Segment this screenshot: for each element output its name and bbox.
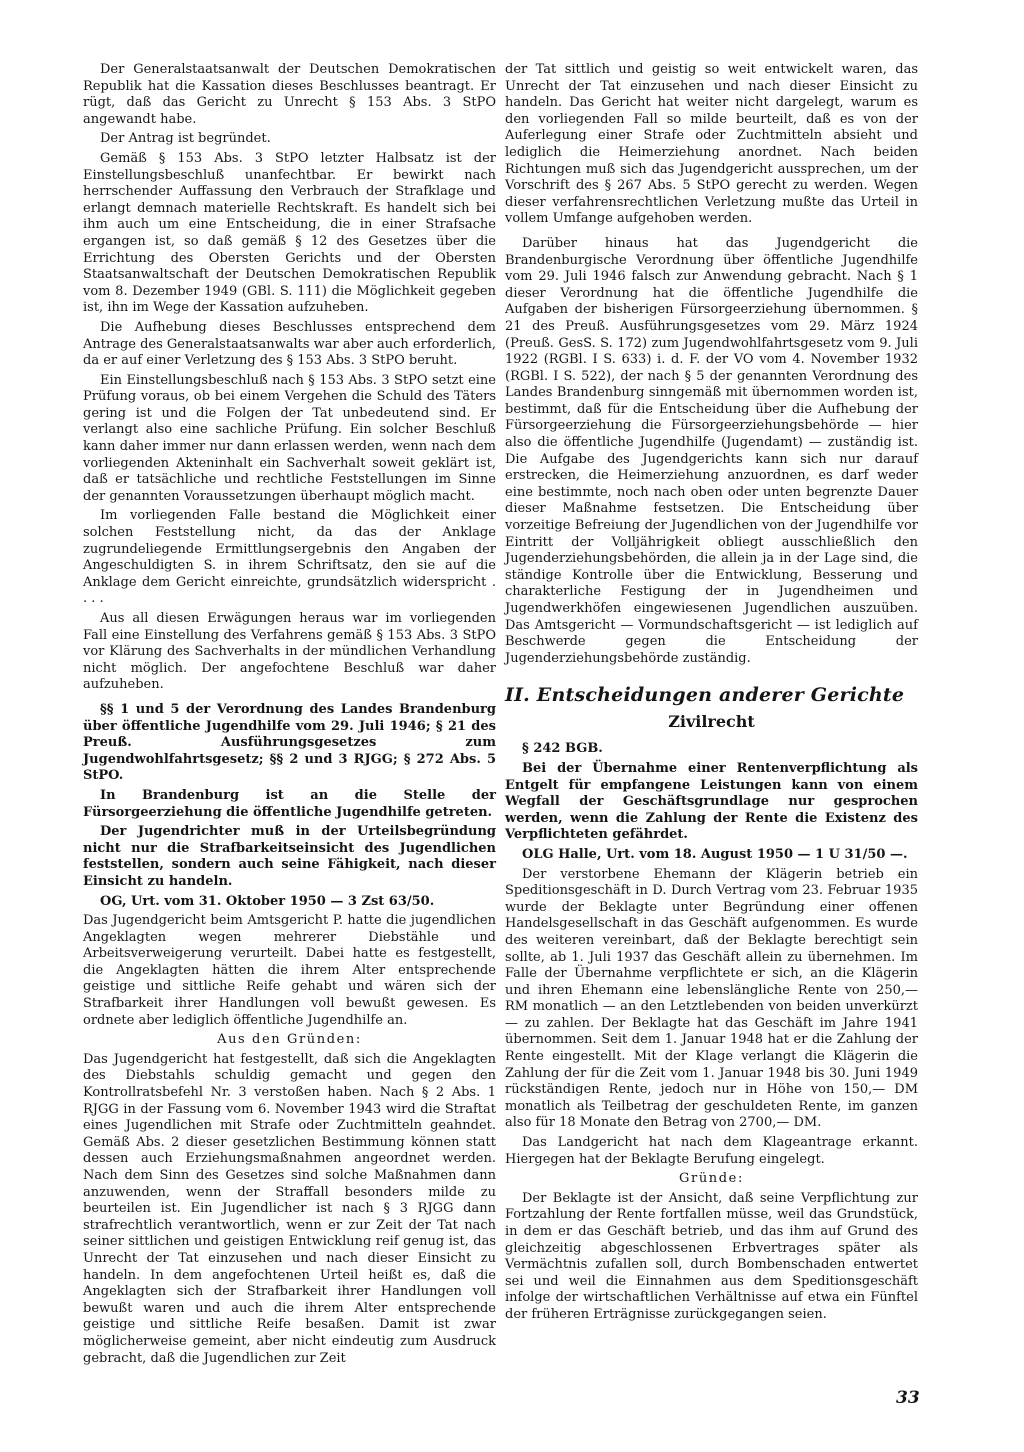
right-column [505,62,918,1327]
statute-reference: §§ 1 und 5 der Verordnung des Landes Brandenburg über öffentliche Jugendhilfe vom 29. Juli 1946; § 21 des Preuß. Ausführungsgesetzes zum Jugendwohlfahrtsgesetz; §§ 2 und 3 RJGG; § 272 Abs. 5 StPO. [83,701,496,784]
section-title: II. Entscheidungen anderer Gerichte [505,684,905,707]
paragraph: Darüber hinaus hat das Jugendgericht die Brandenburgische Verordnung über öffentliche Jugendhilfe vom 29. Juli 1946 falsch zur Anwendung gebracht. Nach § 1 dieser Verordnung hat die öffentliche Jugendhilfe die Aufgaben der bisherigen Fürsorgeerziehung übernommen. § 21 des Preuß. Ausführungsgesetzes vom 29. März 1924 (Preuß. GesS. S. 172) zum Jugendwohlfahrtsgesetz vom 9. Juli 1922 (RGBl. I S. 633) i. d. F. der VO vom 4. November 1932 (RGBl. I S. 522), der nach § 5 der genannten Verordnung des Landes Brandenburg sinngemäß mit übernommen worden ist, bestimmt, daß für die Entscheidung über die Aufhebung der Fürsorgeerziehung die Fürsorgeerziehungsbehörde — hier also die öffentliche Jugendhilfe (Jugendamt) — zuständig ist. Die Aufgabe des Jugendgerichts kann sich nur darauf erstrecken, die Heimerziehung anzuordnen, es darf weder eine bestimmte, noch nach oben oder unten begrenzte Dauer dieser Maßnahme festsetzen. Die Entscheidung über vorzeitige Befreiung der Jugendlichen von der Jugendhilfe vor Eintritt der Volljährigkeit obliegt ausschließlich den Jugenderziehungsbehörden, die allein ja in der Lage sind, die ständige Kontrolle über die Entwicklung, Besserung und charakterliche Festigung der in Jugendheimen und Jugendwerkhöfen eingewiesenen Jugendlichen auszuüben. Das Amtsgericht — Vormundschaftsgericht — ist lediglich auf Beschwerde gegen die Entscheidung der Jugenderziehungsbehörde zuständig. [505,235,918,666]
paragraph: Gemäß § 153 Abs. 3 StPO letzter Halbsatz ist der Einstellungsbeschluß unanfechtbar. Er bewirkt nach herrschender Auffassung den Verbrauch der Strafklage und erlangt demnach materielle Rechtskraft. Es handelt sich bei ihm auch um eine Entscheidung, die in einer Strafsache ergangen ist, so daß gemäß § 12 des Gesetzes über die Errichtung des Obersten Gerichts und der Obersten Staatsanwaltschaft der Deutschen Demokratischen Republik vom 8. Dezember 1949 (GBl. S. 111) die Möglichkeit gegeben ist, ihn im Wege der Kassation aufzuheben. [83,150,496,316]
headnote: In Brandenburg ist an die Stelle der Fürsorgeerziehung die öffentliche Jugendhilfe getreten. [83,787,496,820]
headnote: Der Jugendrichter muß in der Urteilsbegründung nicht nur die Strafbarkeitseinsicht des Jugendlichen feststellen, sondern auch seine Fähigkeit, nach dieser Einsicht zu handeln. [83,824,496,889]
paragraph: Im vorliegenden Falle bestand die Möglichkeit einer solchen Feststellung nicht, da das der Anklage zugrundeliegende Ermittlungsergebnis den Angaben der Angeschuldigten S. in ihrem Schriftsatz, den sie auf die Anklage dem Gericht einreichte, grundsätzlich widerspricht . . . . [83,508,496,607]
paragraph: der Tat sittlich und geistig so weit entwickelt waren, das Unrecht der Tat einzusehen und nach dieser Einsicht zu handeln. Das Gericht hat weiter nicht dargelegt, warum es den vorliegenden Fall so milde beurteilt, daß es von der Auferlegung einer Strafe oder Zuchtmitteln absieht und lediglich die Heimerziehung anordnet. Nach beiden Richtungen muß sich das Jugendgericht aussprechen, um der Vorschrift des § 267 Abs. 5 StPO gerecht zu werden. Wegen dieser verfahrensrechtlichen Verletzung mußte das Urteil in vollem Umfange aufgehoben werden. [505,62,918,227]
paragraph: Der Antrag ist begründet. [100,131,271,147]
statute-reference: § 242 BGB. [522,741,603,757]
paragraph: Das Jugendgericht beim Amtsgericht P. hatte die jugendlichen Angeklagten wegen mehrerer Diebstähle und Arbeitsverweigerung verurteilt. Dabei hatte es festgestellt, die Angeklagten hätten die ihrem Alter entsprechende geistige und sittliche Reife gehabt und wären sich der Strafbarkeit ihrer Handlungen voll bewußt gewesen. Es ordnete aber lediglich öffentliche Jugendhilfe an. [83,913,496,1028]
left-column [83,62,496,1370]
headnote: Bei der Übernahme einer Rentenverpflichtung als Entgelt für empfangene Leistungen kann von einem Wegfall der Geschäftsgrundlage nur gesprochen werden, wenn die Zahlung der Rente die Existenz des Verpflichteten gefährdet. [505,760,918,843]
paragraph: Ein Einstellungsbeschluß nach § 153 Abs. 3 StPO setzt eine Prüfung voraus, ob bei einem Vergehen die Schuld des Täters gering ist und die Folgen der Tat unbedeutend sind. Er verlangt also eine sachliche Prüfung. Ein solcher Beschluß kann daher immer nur dann erlassen werden, wenn nach dem vorliegenden Akteninhalt ein Sachverhalt soweit geklärt ist, daß er tatsächliche und rechtliche Feststellungen im Sinne der genannten Voraussetzungen überhaupt möglich macht. [83,372,496,504]
reasons-heading: Aus den Gründen: [217,1032,362,1048]
reasons-heading: Gründe: [679,1171,744,1187]
paragraph: Der Beklagte ist der Ansicht, daß seine Verpflichtung zur Fortzahlung der Rente fortfallen müsse, weil das Grundstück, in dem er das Geschäft betrieb, und das ihm auf Grund des gleichzeitig abgeschlossenen Erbvertrages später als Vermächtnis zufallen soll, durch Bombenschaden entwertet sei und weil die Einnahmen aus dem Speditionsgeschäft infolge der wirtschaftlichen Verhältnisse auf etwa ein Fünftel der früheren Erträgnisse zurückgegangen seien. [505,1190,918,1322]
paragraph: Die Aufhebung dieses Beschlusses entsprechend dem Antrage des Generalstaatsanwalts war aber auch erforderlich, da er auf einer Verletzung des § 153 Abs. 3 StPO beruht. [83,319,496,369]
paragraph: Das Landgericht hat nach dem Klageantrage erkannt. Hiergegen hat der Beklagte Berufung eingelegt. [505,1135,918,1167]
case-citation: OG, Urt. vom 31. Oktober 1950 — 3 Zst 63/50. [100,893,435,909]
page-number: 33 [896,1388,920,1408]
paragraph: Der verstorbene Ehemann der Klägerin betrieb ein Speditionsgeschäft in D. Durch Vertrag vom 23. Februar 1935 wurde der Beklagte unter Begründung einer offenen Handelsgesellschaft in das Geschäft aufgenommen. Es wurde des weiteren vereinbart, daß der Beklagte berechtigt sein sollte, ab 1. Juli 1937 das Geschäft allein zu übernehmen. Im Falle der Übernahme verpflichtete er sich, an die Klägerin und ihren Ehemann eine lebenslängliche Rente von 250,— RM monatlich — an den Letztlebenden von beiden unverkürzt — zu zahlen. Der Beklagte hat das Geschäft im Jahre 1941 übernommen. Seit dem 1. Januar 1948 hat er die Zahlung der Rente eingestellt. Mit der Klage verlangt die Klägerin die Zahlung der für die Zeit vom 1. Januar 1948 bis 30. Juni 1949 rückständigen Rente, jedoch nur in Höhe von 150,— DM monatlich als Teilbetrag der geschuldeten Rente, im ganzen also für 18 Monate den Betrag von 2700,— DM. [505,866,918,1131]
case-citation: OLG Halle, Urt. vom 18. August 1950 — 1 U 31/50 —. [522,846,908,862]
section-subtitle: Zivilrecht [668,712,755,732]
paragraph: Der Generalstaatsanwalt der Deutschen Demokratischen Republik hat die Kassation dieses Beschlusses beantragt. Er rügt, daß das Gericht zu Unrecht § 153 Abs. 3 StPO angewandt habe. [83,62,496,127]
paragraph: Aus all diesen Erwägungen heraus war im vorliegenden Fall eine Einstellung des Verfahrens gemäß § 153 Abs. 3 StPO vor Klärung des Sachverhalts in der mündlichen Verhandlung nicht möglich. Der angefochtene Beschluß war daher aufzuheben. [83,611,496,693]
paragraph: Das Jugendgericht hat festgestellt, daß sich die Angeklagten des Diebstahls schuldig gemacht und gegen den Kontrollratsbefehl Nr. 3 verstoßen haben. Nach § 2 Abs. 1 RJGG in der Fassung vom 6. November 1943 wird die Straftat eines Jugendlichen mit Strafe oder Zuchtmitteln geahndet. Gemäß Abs. 2 dieser gesetzlichen Bestimmung können statt dessen auch Erziehungsmaßnahmen angeordnet werden. Nach dem Sinn des Gesetzes sind solche Maßnahmen dann anzuwenden, wenn der Straffall besonders milde zu beurteilen ist. Ein Jugendlicher ist nach § 3 RJGG dann strafrechtlich verantwortlich, wenn er zur Zeit der Tat nach seiner sittlichen und geistigen Entwicklung reif genug ist, das Unrecht der Tat einzusehen und nach dieser Einsicht zu handeln. In dem angefochtenen Urteil heißt es, daß die Angeklagten sich der Strafbarkeit ihrer Handlungen voll bewußt waren und auch die ihrem Alter entsprechende geistige und sittliche Reife besaßen. Damit ist zwar möglicherweise gemeint, aber nicht eindeutig zum Ausdruck gebracht, daß die Jugendlichen zur Zeit [83,1051,496,1366]
